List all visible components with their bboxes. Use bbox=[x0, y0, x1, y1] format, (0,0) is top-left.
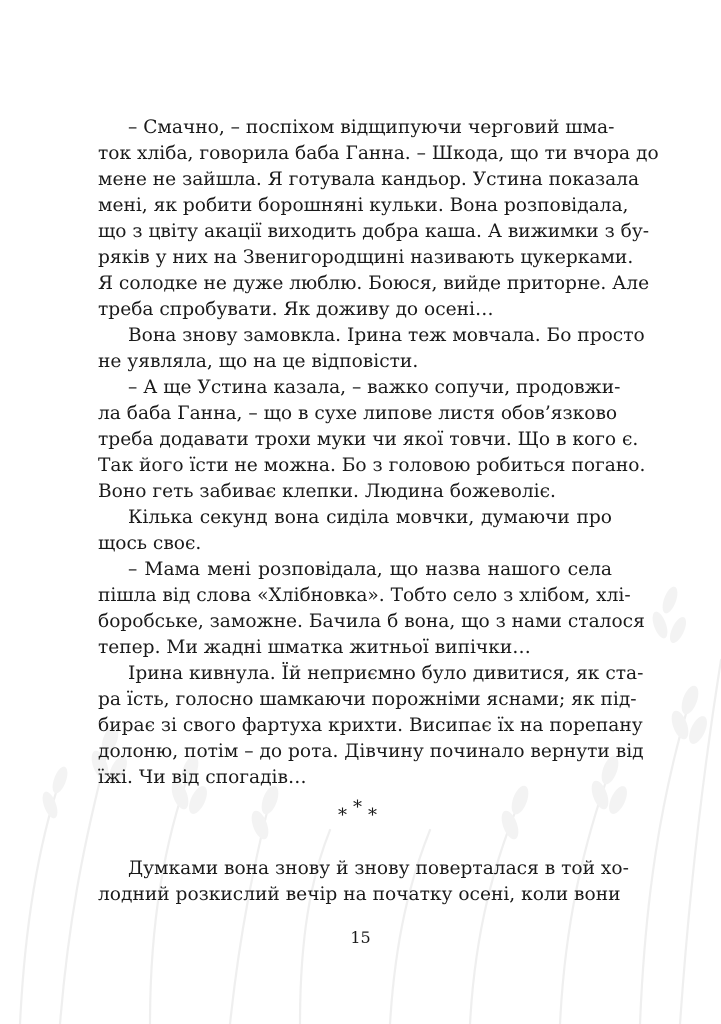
text-line: ряків у них на Звенигородщині називають цукерками. bbox=[98, 247, 634, 268]
text-line: тепер. Ми жадні шматка житньої випічки… bbox=[98, 637, 531, 658]
text-line: бирає зі свого фартуха крихти. Висипає їх на порепану bbox=[98, 715, 643, 736]
text-line: Воно геть забиває клепки. Людина божеволіє. bbox=[98, 481, 556, 502]
text-line: щось своє. bbox=[98, 533, 202, 554]
text-line: – А ще Устина казала, – важко сопучи, продовжи- bbox=[128, 377, 621, 398]
text-line: ла баба Ганна, – що в сухе липове листя обов’язково bbox=[98, 403, 618, 424]
page-number: 15 bbox=[350, 928, 371, 947]
text-line: – Смачно, – поспіхом відщипуючи черговий шма- bbox=[128, 117, 615, 138]
text-line: Вона знову замовкла. Ірина теж мовчала. Бо просто bbox=[128, 325, 645, 346]
text-line: долоню, потім – до рота. Дівчину починало вернути від bbox=[98, 741, 644, 762]
text-line: Ірина кивнула. Їй неприємно було дивитися, як ста- bbox=[128, 663, 644, 684]
text-line: треба додавати трохи муки чи якої товчи. Що в кого є. bbox=[98, 429, 639, 450]
text-line: Так його їсти не можна. Бо з головою робиться погано. bbox=[98, 455, 646, 476]
text-line: Кілька секунд вона сиділа мовчки, думаючи про bbox=[128, 507, 612, 528]
text-line: – Мама мені розповідала, що назва нашого села bbox=[128, 559, 612, 580]
body-text-continued bbox=[98, 856, 629, 908]
text-line: лодний розкислий вечір на початку осені, коли вони bbox=[98, 884, 621, 905]
separator-asterisk: * bbox=[353, 797, 368, 818]
separator-asterisk: * bbox=[338, 805, 353, 826]
text-line: пішла від слова «Хлібновка». Тобто село з хлібом, хлі- bbox=[98, 585, 631, 606]
text-line: їжі. Чи від спогадів… bbox=[98, 767, 307, 788]
text-line: боробське, заможне. Бачила б вона, що з нами сталося bbox=[98, 611, 645, 632]
text-line: Думками вона знову й знову поверталася в той хо- bbox=[128, 858, 629, 879]
text-line: мене не зайшла. Я готувала кандьор. Устина показала bbox=[98, 169, 640, 190]
text-line: ра їсть, голосно шамкаючи порожніми яснами; як під- bbox=[98, 689, 637, 710]
text-line: що з цвіту акації виходить добра каша. А вижимки з бу- bbox=[98, 221, 650, 242]
text-line: не уявляла, що на це відповісти. bbox=[98, 351, 419, 372]
text-line: ток хліба, говорила баба Ганна. – Шкода, що ти вчора до bbox=[98, 143, 659, 164]
body-text bbox=[98, 115, 659, 791]
text-line: Я солодке не дуже люблю. Боюся, вийде приторне. Але bbox=[98, 273, 650, 294]
text-line: треба спробувати. Як доживу до осені… bbox=[98, 299, 494, 320]
text-line: мені, як робити борошняні кульки. Вона розповідала, bbox=[98, 195, 629, 216]
section-separator bbox=[0, 797, 721, 826]
separator-asterisk: * bbox=[368, 805, 383, 826]
